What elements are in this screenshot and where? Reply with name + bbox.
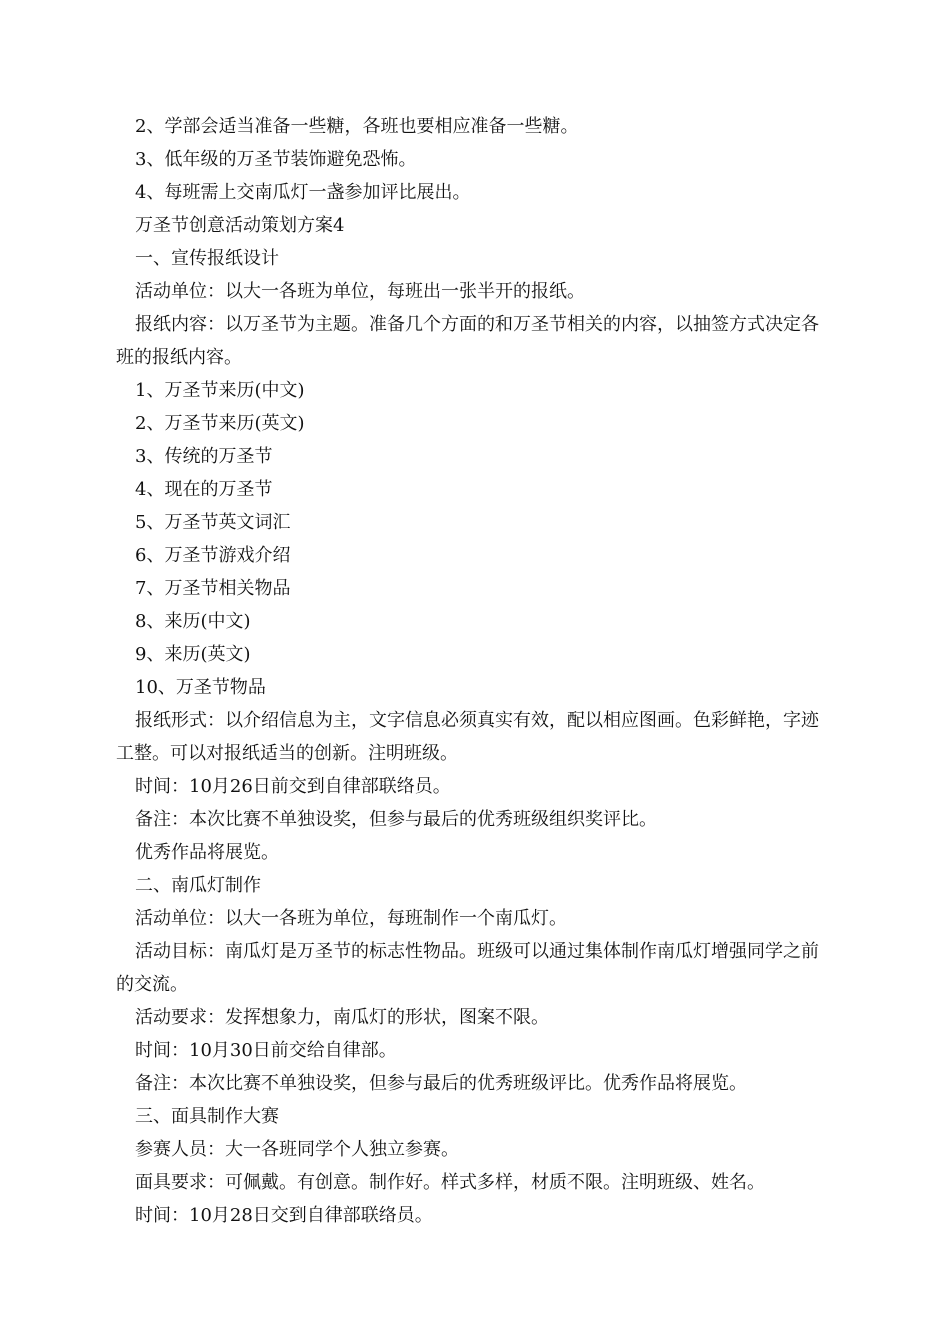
paragraph-pumpkin-note: 备注：本次比赛不单独设奖，但参与最后的优秀班级评比。优秀作品将展览。	[135, 1073, 747, 1094]
paragraph-newspaper-note: 备注：本次比赛不单独设奖，但参与最后的优秀班级组织奖评比。	[135, 809, 657, 830]
list-item: 3、传统的万圣节	[135, 446, 273, 467]
paragraph-pumpkin-unit: 活动单位：以大一各班为单位，每班制作一个南瓜灯。	[135, 908, 567, 929]
section-heading-mask: 三、面具制作大赛	[135, 1106, 279, 1127]
list-item: 5、万圣节英文词汇	[135, 512, 291, 533]
section-heading-pumpkin: 二、南瓜灯制作	[135, 875, 261, 896]
paragraph-mask-deadline: 时间：10月28日交到自律部联络员。	[135, 1205, 433, 1226]
list-item-candy: 2、学部会适当准备一些糖，各班也要相应准备一些糖。	[135, 116, 579, 137]
paragraph-newspaper-unit: 活动单位：以大一各班为单位，每班出一张半开的报纸。	[135, 281, 585, 302]
list-item: 7、万圣节相关物品	[135, 578, 291, 599]
paragraph-pumpkin-deadline: 时间：10月30日前交给自律部。	[135, 1040, 397, 1061]
list-item: 10、万圣节物品	[135, 677, 266, 698]
paragraph-newspaper-format: 报纸形式：以介绍信息为主，文字信息必须真实有效，配以相应图画。色彩鲜艳，字迹工整。可以对报纸适当的创新。注明班级。	[116, 710, 819, 764]
list-item: 6、万圣节游戏介绍	[135, 545, 291, 566]
list-item-pumpkin-lantern: 4、每班需上交南瓜灯一盏参加评比展出。	[135, 182, 471, 203]
paragraph-newspaper-exhibit: 优秀作品将展览。	[135, 842, 279, 863]
paragraph-pumpkin-goal: 活动目标：南瓜灯是万圣节的标志性物品。班级可以通过集体制作南瓜灯增强同学之前的交流。	[116, 941, 819, 995]
paragraph-newspaper-content: 报纸内容：以万圣节为主题。准备几个方面的和万圣节相关的内容，以抽签方式决定各班的报纸内容。	[116, 314, 819, 368]
list-item: 9、来历(英文)	[135, 644, 251, 665]
list-item-decoration: 3、低年级的万圣节装饰避免恐怖。	[135, 149, 417, 170]
paragraph-pumpkin-requirement: 活动要求：发挥想象力，南瓜灯的形状，图案不限。	[135, 1007, 549, 1028]
list-item: 2、万圣节来历(英文)	[135, 413, 305, 434]
list-item: 8、来历(中文)	[135, 611, 251, 632]
section-title-plan-4: 万圣节创意活动策划方案4	[135, 215, 345, 236]
document-body	[116, 110, 831, 1232]
paragraph-mask-participants: 参赛人员：大一各班同学个人独立参赛。	[135, 1139, 459, 1160]
list-item: 4、现在的万圣节	[135, 479, 273, 500]
paragraph-newspaper-deadline: 时间：10月26日前交到自律部联络员。	[135, 776, 451, 797]
list-item: 1、万圣节来历(中文)	[135, 380, 305, 401]
section-heading-newspaper: 一、宣传报纸设计	[135, 248, 279, 269]
paragraph-mask-requirements: 面具要求：可佩戴。有创意。制作好。样式多样，材质不限。注明班级、姓名。	[135, 1172, 765, 1193]
